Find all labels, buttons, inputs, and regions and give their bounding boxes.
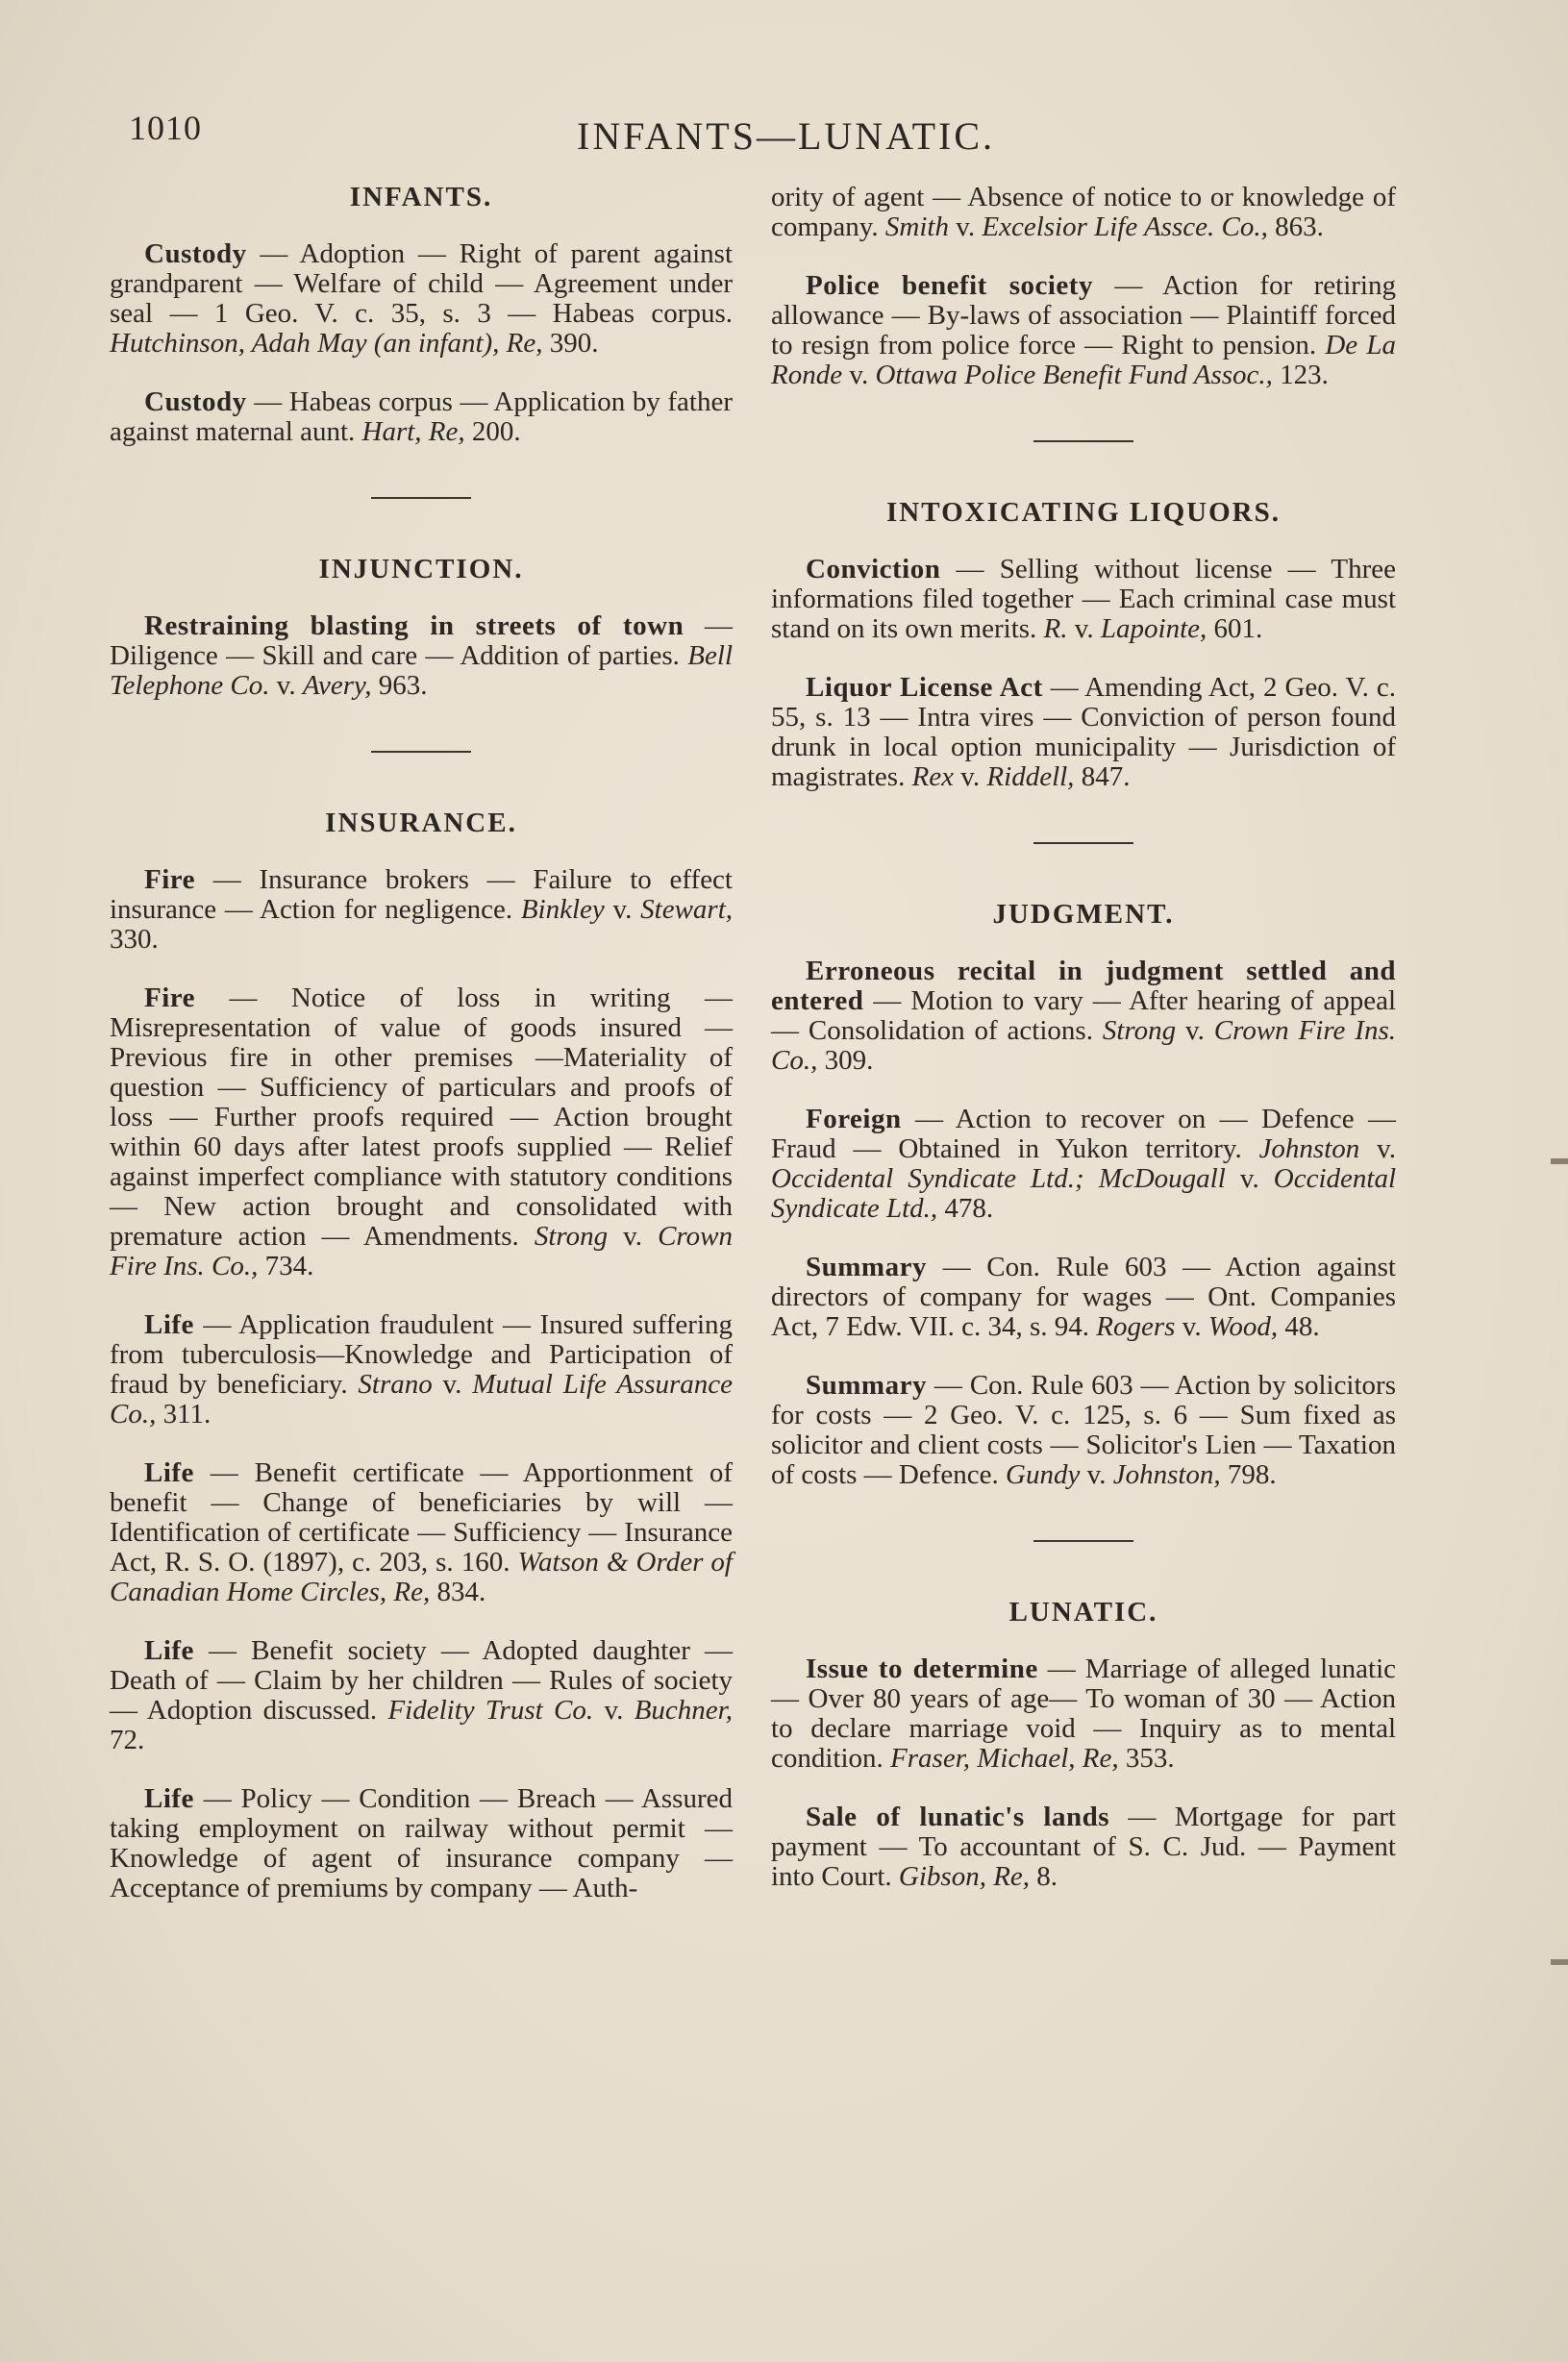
entry-text: — Habeas corpus — Application by father against maternal aunt. xyxy=(110,386,733,447)
entry-text: — Amending Act, 2 Geo. V. c. 55, s. 13 — Intra vires — Conviction of person found drunk in local option municipality — Jurisdiction of magistrates. xyxy=(771,672,1396,792)
section-title-intoxicating-liquors: INTOXICATING LIQUORS. xyxy=(886,497,1281,528)
versus: v. xyxy=(604,894,641,925)
entry-text: — Marriage of alleged lunatic — Over 80 years of age— To woman of 30 — Action to declare marriage void — Inquiry as to mental condition. xyxy=(771,1653,1396,1774)
entry-text: — Con. Rule 603 — Action against directors of company for wages — Ont. Companies Act, 7 Edw. VII. c. 34, s. 94. xyxy=(771,1252,1396,1342)
entry-text: — Action for retiring allowance — By-laws of association — Plaintiff forced to resign from police force — Right to pension. xyxy=(771,270,1396,361)
versus: v. xyxy=(1080,1459,1113,1490)
versus: v. xyxy=(842,360,876,390)
case-name: R. xyxy=(1043,613,1068,644)
case-name: Bell Telephone Co. xyxy=(110,640,733,701)
case-name: Crown Fire Ins. Co., xyxy=(771,1015,1396,1076)
case-name: Fraser, Michael, Re, xyxy=(890,1743,1119,1774)
case-name: Occidental Syndicate Ltd.; McDougall xyxy=(771,1163,1226,1194)
page-ref: 8. xyxy=(1030,1861,1058,1892)
index-entry-continued xyxy=(771,183,1396,242)
page-number: 1010 xyxy=(129,109,202,147)
case-name: Occidental Syndicate Ltd., xyxy=(771,1163,1396,1224)
versus: v. xyxy=(1175,1311,1208,1342)
page-ref: 834. xyxy=(430,1577,486,1607)
case-name: Buchner, xyxy=(634,1695,733,1726)
index-entry xyxy=(771,555,1396,644)
entry-heading: Issue to determine xyxy=(806,1653,1038,1684)
index-entry xyxy=(110,1784,733,1903)
entry-heading: Foreign xyxy=(806,1104,902,1134)
entry-text: — Motion to vary — After hearing of appeal — Consolidation of actions. xyxy=(771,985,1396,1046)
section-divider xyxy=(1033,440,1133,442)
running-head: INFANTS—LUNATIC. xyxy=(577,114,996,158)
index-entry xyxy=(771,957,1396,1076)
case-name: Fidelity Trust Co. xyxy=(387,1695,594,1726)
entry-text: ority of agent — Absence of notice to or knowledge of company. xyxy=(771,182,1396,242)
case-name: Johnston xyxy=(1258,1133,1360,1164)
entry-text: — Con. Rule 603 — Action by solicitors for costs — 2 Geo. V. c. 125, s. 6 — Sum fixed as solicitor and client costs — Solicitor's Lien — Taxation of costs — Defence. xyxy=(771,1370,1396,1490)
index-entry xyxy=(771,1654,1396,1774)
case-name: Crown Fire Ins. Co., xyxy=(110,1221,733,1281)
section-title-lunatic: LUNATIC. xyxy=(1008,1597,1158,1628)
index-entry xyxy=(110,865,733,955)
page-ref: 200. xyxy=(464,416,521,447)
index-entry xyxy=(771,673,1396,792)
page-ref: 601. xyxy=(1207,613,1263,644)
case-name: Strong xyxy=(534,1221,609,1252)
entry-text: — Action to recover on — Defence — Fraud — Obtained in Yukon territory. xyxy=(771,1104,1396,1164)
index-entry xyxy=(771,1371,1396,1490)
case-name: Rogers xyxy=(1096,1311,1176,1342)
page-ref: 863. xyxy=(1267,211,1324,242)
page-ref: 309. xyxy=(817,1045,874,1076)
entry-heading: Summary xyxy=(806,1252,927,1282)
case-name: Gundy xyxy=(1006,1459,1081,1490)
case-name: Stewart, xyxy=(640,894,734,925)
index-entry xyxy=(771,1803,1396,1892)
versus: v. xyxy=(1359,1133,1396,1164)
section-title-judgment: JUDGMENT. xyxy=(992,899,1175,930)
case-name: Hutchinson, Adah May (an infant), Re, xyxy=(110,328,543,359)
index-entry xyxy=(110,239,733,359)
case-name: Watson & Order of Canadian Home Circles, Re, xyxy=(110,1547,733,1607)
page-ref: 734. xyxy=(258,1251,314,1281)
case-name: Strano xyxy=(358,1369,433,1400)
versus: v. xyxy=(954,761,987,792)
case-name: Riddell, xyxy=(986,761,1075,792)
case-name: Ottawa Police Benefit Fund Assoc., xyxy=(875,360,1273,390)
entry-heading: Conviction xyxy=(806,554,941,584)
right-column xyxy=(771,183,1396,1921)
case-name: Gibson, Re, xyxy=(898,1861,1031,1892)
page-ref: 353. xyxy=(1118,1743,1175,1774)
page-ref: 478. xyxy=(937,1193,994,1224)
entry-heading: Summary xyxy=(806,1370,927,1401)
index-entry xyxy=(110,1310,733,1430)
case-name: Hart, Re, xyxy=(361,416,465,447)
entry-heading: Fire xyxy=(144,982,195,1013)
entry-heading: Life xyxy=(144,1457,194,1488)
page-ref: 963. xyxy=(371,670,428,701)
page-ref: 330. xyxy=(110,924,159,955)
entry-heading: Custody xyxy=(144,386,247,417)
entry-text: — Diligence — Skill and care — Addition of parties. xyxy=(110,610,733,671)
case-name: Lapointe, xyxy=(1100,613,1207,644)
page-ref: 390. xyxy=(542,328,599,359)
index-entry xyxy=(110,611,733,701)
section-title-infants: INFANTS. xyxy=(349,182,493,212)
entry-heading: Police benefit society xyxy=(806,270,1093,301)
versus: v. xyxy=(593,1695,635,1726)
entry-heading: Custody xyxy=(144,238,247,269)
entry-text: — Notice of loss in writing — Misrepresentation of value of goods insured — Previous fire in other premises —Materiality of question — Sufficiency of particulars and proofs of loss — Further proofs required — Action brought within 60 days after latest proofs supplied — Relief against imperfect compliance with statutory conditions — New action brought and consolidated with premature action — Amendments. xyxy=(110,982,733,1252)
section-divider xyxy=(1033,1540,1133,1542)
binding-mark xyxy=(1551,1959,1568,1965)
page-ref: 72. xyxy=(110,1725,145,1755)
index-entry xyxy=(110,387,733,447)
index-entry xyxy=(771,1253,1396,1342)
page-ref: 311. xyxy=(156,1399,212,1430)
section-divider xyxy=(371,751,471,753)
versus: v. xyxy=(608,1221,659,1252)
index-entry xyxy=(110,1636,733,1755)
entry-text: — Adoption — Right of parent against grandparent — Welfare of child — Agreement under seal — 1 Geo. V. c. 35, s. 3 — Habeas corpus. xyxy=(110,238,733,329)
page-ref: 48. xyxy=(1278,1311,1320,1342)
case-name: Excelsior Life Assce. Co., xyxy=(982,211,1268,242)
entry-text: — Benefit certificate — Apportionment of benefit — Change of beneficiaries by will — Identification of certificate — Sufficiency — Insurance Act, R. S. O. (1897), c. 203, s. 160. xyxy=(110,1457,733,1578)
case-name: De La Ronde xyxy=(771,330,1396,390)
versus: v. xyxy=(432,1369,473,1400)
case-name: Johnston, xyxy=(1112,1459,1221,1490)
section-title-insurance: INSURANCE. xyxy=(325,808,517,838)
entry-heading: Life xyxy=(144,1783,194,1814)
entry-heading: Erroneous recital in judgment settled and entered xyxy=(771,956,1396,1016)
entry-text: — Selling without license — Three informations filed together — Each criminal case must stand on its own merits. xyxy=(771,554,1396,644)
index-entry xyxy=(771,1105,1396,1224)
left-column xyxy=(110,183,733,1932)
case-name: Strong xyxy=(1102,1015,1177,1046)
page-ref: 123. xyxy=(1272,360,1329,390)
versus: v. xyxy=(948,211,983,242)
section-divider xyxy=(371,497,471,499)
entry-heading: Restraining blasting in streets of town xyxy=(144,610,684,641)
entry-text: — Policy — Condition — Breach — Assured taking employment on railway without permit — Knowledge of agent of insurance company — Acceptance of premiums by company — Auth- xyxy=(110,1783,733,1903)
entry-heading: Life xyxy=(144,1635,194,1666)
case-name: Smith xyxy=(884,211,949,242)
index-entry xyxy=(110,983,733,1281)
case-name: Avery, xyxy=(302,670,372,701)
versus: v. xyxy=(1225,1163,1274,1194)
index-entry xyxy=(110,1458,733,1607)
entry-heading: Liquor License Act xyxy=(806,672,1043,703)
entry-heading: Fire xyxy=(144,864,195,895)
case-name: Rex xyxy=(911,761,955,792)
page-ref: 847. xyxy=(1074,761,1131,792)
versus: v. xyxy=(269,670,303,701)
entry-text: — Mortgage for part payment — To accountant of S. C. Jud. — Payment into Court. xyxy=(771,1802,1396,1892)
binding-mark xyxy=(1551,1158,1568,1164)
entry-text: — Insurance brokers — Failure to effect insurance — Action for negligence. xyxy=(110,864,733,925)
entry-text: — Benefit society — Adopted daughter — Death of — Claim by her children — Rules of society — Adoption discussed. xyxy=(110,1635,733,1726)
section-divider xyxy=(1033,842,1133,844)
entry-heading: Life xyxy=(144,1309,194,1340)
section-title-injunction: INJUNCTION. xyxy=(318,554,524,584)
entry-heading: Sale of lunatic's lands xyxy=(806,1802,1110,1832)
index-entry xyxy=(771,271,1396,390)
case-name: Mutual Life Assurance Co., xyxy=(110,1369,734,1430)
entry-text: — Application fraudulent — Insured suffering from tuberculosis—Knowledge and Participation of fraud by beneficiary. xyxy=(110,1309,733,1400)
case-name: Binkley xyxy=(520,894,605,925)
versus: v. xyxy=(1176,1015,1214,1046)
case-name: Wood, xyxy=(1207,1311,1279,1342)
versus: v. xyxy=(1067,613,1101,644)
page-ref: 798. xyxy=(1220,1459,1277,1490)
